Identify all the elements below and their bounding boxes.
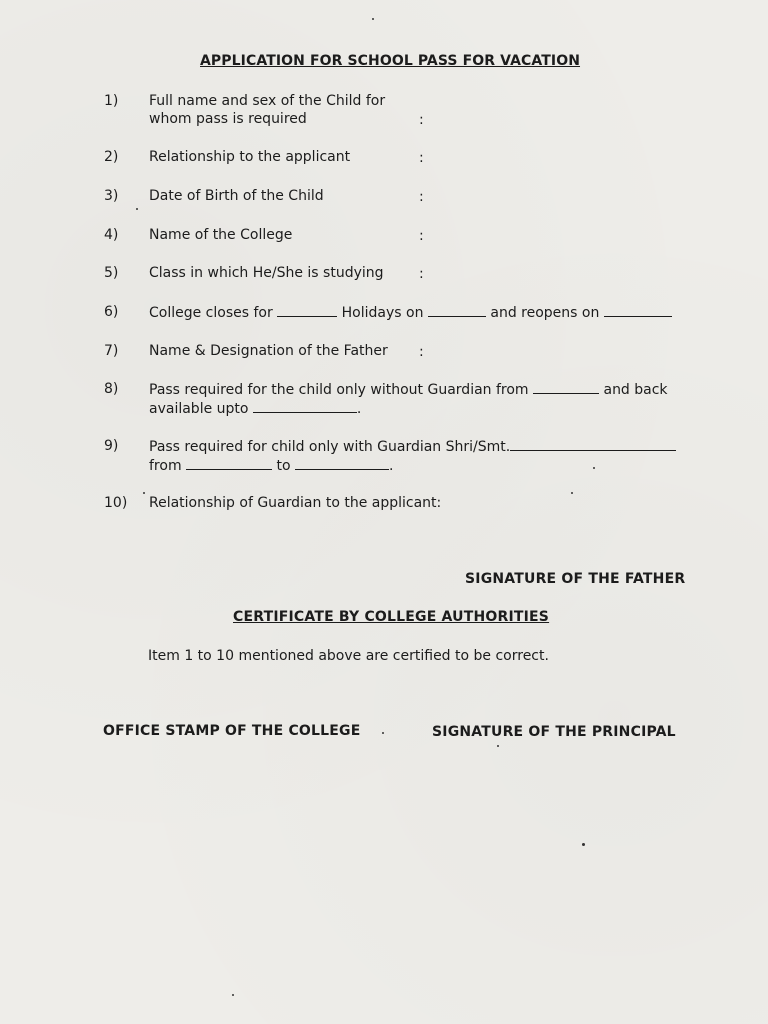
without-guardian-from-blank[interactable]: [533, 380, 599, 394]
item-4-label: Name of the College: [149, 227, 293, 243]
scan-speck: [232, 994, 234, 996]
item-9-text-with-guardian: Pass required for child only with Guardian Shri/Smt.: [149, 439, 511, 455]
item-8-text-without-guardian: Pass required for the child only without Guardian from: [149, 382, 529, 398]
item-3-label: Date of Birth of the Child: [149, 188, 324, 204]
with-guardian-to-blank[interactable]: [295, 456, 389, 470]
form-title: APPLICATION FOR SCHOOL PASS FOR VACATION: [200, 53, 581, 69]
reopens-on-blank[interactable]: [604, 303, 672, 317]
item-8-period: .: [356, 401, 362, 417]
scan-speck: [136, 208, 138, 210]
item-5-label: Class in which He/She is studying: [149, 265, 384, 281]
item-6-text-reopens: and reopens on: [490, 305, 600, 321]
item-6-text-closes: College closes for: [149, 305, 273, 321]
scan-speck: [382, 732, 384, 734]
scan-speck: [497, 745, 499, 747]
item-8-text-available-upto: available upto: [149, 401, 249, 417]
item-8-line2: [149, 399, 361, 418]
item-9-number: 9): [104, 438, 119, 454]
certificate-title: CERTIFICATE BY COLLEGE AUTHORITIES: [233, 609, 550, 625]
item-5-number: 5): [104, 265, 119, 281]
office-stamp-label: OFFICE STAMP OF THE COLLEGE: [103, 723, 361, 739]
item-9-text-from: from: [149, 458, 182, 474]
item-8-text-and-back: and back: [603, 382, 668, 398]
item-9-text-to: to: [276, 458, 291, 474]
item-2-number: 2): [104, 149, 119, 165]
item-9-line1: [149, 437, 676, 456]
item-4-number: 4): [104, 227, 119, 243]
item-7-number: 7): [104, 343, 119, 359]
item-2-label: Relationship to the applicant: [149, 149, 351, 165]
item-1-number: 1): [104, 93, 119, 109]
item-9-period: .: [389, 458, 394, 474]
scan-speck: [571, 492, 573, 494]
item-6-text-holidays: Holidays on: [341, 305, 424, 321]
holidays-on-blank[interactable]: [428, 303, 486, 317]
available-upto-blank[interactable]: [253, 399, 357, 413]
item-1-colon: :: [419, 112, 424, 128]
item-9-line2: [149, 456, 393, 475]
item-2-colon: :: [419, 150, 424, 166]
item-8-number: 8): [104, 381, 119, 397]
item-3-number: 3): [104, 188, 119, 204]
certificate-statement: Item 1 to 10 mentioned above are certified to be correct.: [148, 648, 549, 664]
item-3-colon: :: [419, 189, 424, 205]
item-5-colon: :: [419, 266, 424, 282]
item-6-number: 6): [104, 304, 119, 320]
item-1-label-line2: whom pass is required: [149, 111, 307, 127]
with-guardian-from-blank[interactable]: [186, 456, 272, 470]
scan-speck: [143, 492, 145, 494]
scan-speck: [372, 18, 374, 20]
item-1-label-line1: Full name and sex of the Child for: [149, 93, 386, 109]
item-7-colon: :: [419, 344, 424, 360]
signature-of-father-label: SIGNATURE OF THE FATHER: [465, 571, 686, 587]
item-10-number: 10): [104, 495, 128, 511]
guardian-name-blank[interactable]: [510, 437, 676, 451]
item-4-colon: :: [419, 228, 424, 244]
scan-speck: [593, 467, 595, 469]
signature-of-principal-label: SIGNATURE OF THE PRINCIPAL: [432, 724, 676, 740]
item-8-line1: [149, 380, 668, 399]
scan-speck: [582, 843, 585, 846]
item-7-label: Name & Designation of the Father: [149, 343, 388, 359]
item-6-line: [149, 303, 672, 322]
item-10-label: Relationship of Guardian to the applicant:: [149, 495, 442, 511]
closes-for-blank[interactable]: [277, 303, 337, 317]
